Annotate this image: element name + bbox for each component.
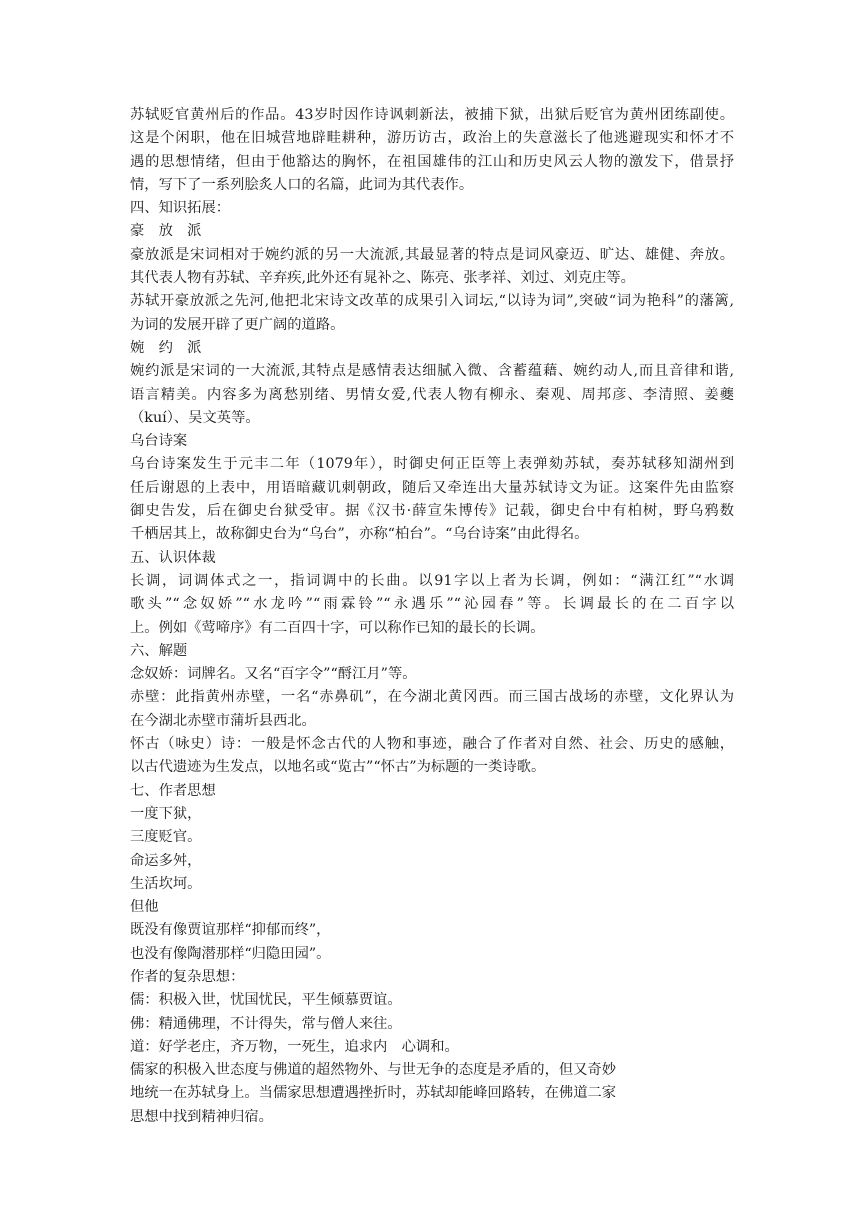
text-line: 苏轼贬官黄州后的作品。43岁时因作诗讽刺新法，被捕下狱，出狱后贬官为黄州团练副使。 [130, 107, 734, 123]
text-line: 命运多舛， [130, 852, 202, 869]
text-line: （kuí）、吴文英等。 [130, 409, 260, 426]
text-line: 佛：精通佛理，不计得失，常与僧人来往。 [130, 1015, 402, 1032]
text-line: 御史告发，后在御史台狱受审。据《汉书·薛宣朱博传》记载，御史台中有柏树，野乌鸦数 [130, 503, 734, 520]
text-line: 七、作者思想 [130, 782, 216, 799]
document-body [130, 104, 734, 1129]
text-line: 六、解题 [130, 642, 188, 659]
text-line: 赤壁：此指黄州赤壁，一名“赤鼻矶”，在今湖北黄冈西。而三国古战场的赤壁，文化界认为 [130, 689, 734, 706]
text-line: 五、认识体裁 [130, 549, 216, 566]
text-line: 但他 [130, 899, 159, 916]
text-line: 四、知识拓展： [130, 200, 231, 217]
text-line: 作者的复杂思想： [130, 968, 245, 985]
text-line: 其代表人物有苏轼、辛弃疾,此外还有晁补之、陈亮、张孝祥、刘过、刘克庄等。 [130, 270, 635, 287]
text-line: 歌头”“念奴娇”“水龙吟”“雨霖铃”“永遇乐”“沁园春”等。长调最长的在二百字以 [130, 596, 734, 613]
text-line: 以古代遗迹为生发点，以地名或“览古”“怀古”为标题的一类诗歌。 [130, 759, 546, 776]
text-line: 千栖居其上，故称御史台为“乌台”，亦称“柏台”。“乌台诗案”由此得名。 [130, 526, 589, 543]
text-line: 婉约派是宋词的一大流派,其特点是感情表达细腻入微、含蓄蕴藉、婉约动人,而且音律和谐, [130, 363, 734, 380]
text-line: 遇的思想情绪，但由于他豁达的胸怀，在祖国雄伟的江山和历史风云人物的激发下，借景抒 [130, 153, 734, 170]
text-line: 也没有像陶潜那样“归隐田园”。 [130, 945, 331, 962]
text-line: 念奴娇：词牌名。又名“百字令”“酹江月”等。 [130, 666, 417, 683]
text-line: 语言精美。内容多为离愁别绪、男情女爱,代表人物有柳永、秦观、周邦彦、李清照、姜夔 [130, 386, 734, 403]
text-line: 婉 约 派 [130, 339, 202, 356]
text-line: 地统一在苏轼身上。当儒家思想遭遇挫折时，苏轼却能峰回路转，在佛道二家 [130, 1085, 617, 1102]
text-line: 思想中找到精神归宿。 [130, 1108, 273, 1125]
text-line: 苏轼开豪放派之先河,他把北宋诗文改革的成果引入词坛,“以诗为词”,突破“词为艳科”的藩篱, [130, 293, 734, 310]
text-line: 儒：积极入世，忧国忧民，平生倾慕贾谊。 [130, 992, 402, 1009]
text-line: 情，写下了一系列脍炙人口的名篇，此词为其代表作。 [130, 176, 474, 193]
text-line: 乌台诗案发生于元丰二年（1079年），时御史何正臣等上表弹劾苏轼，奏苏轼移知湖州到 [130, 456, 734, 473]
text-line: 这是个闲职，他在旧城营地辟畦耕种，游历访古，政治上的失意滋长了他逃避现实和怀才不 [130, 130, 734, 147]
text-line: 上。例如《莺啼序》有二百四十字，可以称作已知的最长的长调。 [130, 619, 545, 636]
text-line: 儒家的积极入世态度与佛道的超然物外、与世无争的态度是矛盾的，但又奇妙 [130, 1062, 617, 1079]
text-line: 三度贬官。 [130, 829, 202, 846]
text-line: 豪 放 派 [130, 223, 202, 240]
text-line: 道：好学老庄，齐万物，一死生，追求内 心调和。 [130, 1038, 459, 1055]
text-line: 长调，词调体式之一，指词调中的长曲。以91字以上者为长调，例如：“满江红”“水调 [130, 572, 734, 589]
text-line: 既没有像贾谊那样“抑郁而终”， [130, 922, 331, 939]
text-line: 怀古（咏史）诗：一般是怀念古代的人物和事迹，融合了作者对自然、社会、历史的感触， [130, 736, 734, 753]
text-line: 在今湖北赤壁市蒲圻县西北。 [130, 712, 316, 729]
text-line: 生活坎坷。 [130, 875, 202, 892]
text-line: 为词的发展开辟了更广阔的道路。 [130, 316, 345, 333]
text-line: 豪放派是宋词相对于婉约派的另一大流派,其最显著的特点是词风豪迈、旷达、雄健、奔放。 [130, 246, 734, 263]
text-line: 任后谢恩的上表中，用语暗藏讥刺朝政，随后又牵连出大量苏轼诗文为证。这案件先由监察 [130, 479, 734, 496]
text-line: 一度下狱， [130, 805, 202, 822]
text-line: 乌台诗案 [130, 433, 188, 450]
